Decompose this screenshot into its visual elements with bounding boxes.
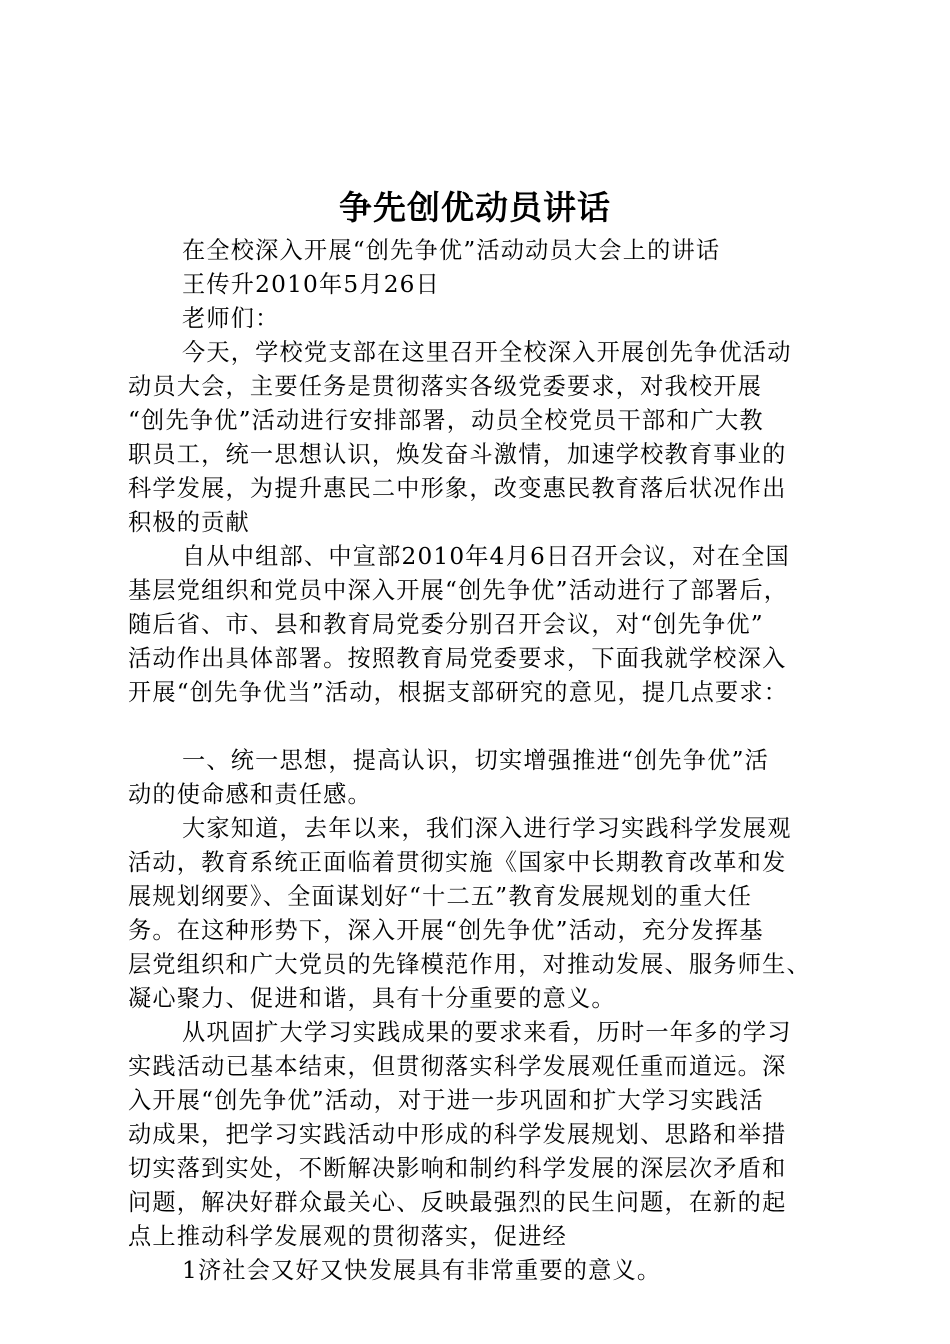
- text-line: 活动作出具体部署。按照教育局党委要求，下面我就学校深入: [128, 645, 787, 672]
- text-line: 职员工，统一思想认识，焕发奋斗激情，加速学校教育事业的: [128, 441, 787, 468]
- text-line: 开展“创先争优当”活动，根据支部研究的意见，提几点要求：: [128, 679, 789, 706]
- text-line: 1济社会又好又快发展具有非常重要的意义。: [182, 1257, 662, 1284]
- text-line: 自从中组部、中宣部2010年4月6日召开会议，对在全国: [182, 543, 790, 570]
- text-line: 今天，学校党支部在这里召开全校深入开展创先争优活动: [182, 339, 792, 366]
- text-line: 科学发展，为提升惠民二中形象，改变惠民教育落后状况作出: [128, 475, 787, 502]
- text-line: 动成果，把学习实践活动中形成的科学发展规划、思路和举措: [128, 1121, 787, 1148]
- text-line: “创先争优”活动进行安排部署，动员全校党员干部和广大教: [128, 407, 764, 434]
- text-line: 务。在这种形势下，深入开展“创先争优”活动，充分发挥基: [128, 917, 764, 944]
- document-body: [128, 234, 828, 1288]
- text-line: 点上推动科学发展观的贯彻落实，促进经: [128, 1223, 567, 1250]
- text-line: 层党组织和广大党员的先锋模范作用，对推动发展、服务师生、: [128, 951, 811, 978]
- text-line: 切实落到实处，不断解决影响和制约科学发展的深层次矛盾和: [128, 1155, 787, 1182]
- text-line: 王传升2010年5月26日: [182, 271, 440, 298]
- document-title: 争先创优动员讲话: [339, 188, 611, 227]
- blank-line: [128, 710, 828, 744]
- text-line: 随后省、市、县和教育局党委分别召开会议，对“创先争优”: [128, 611, 764, 638]
- text-line: 入开展“创先争优”活动，对于进一步巩固和扩大学习实践活: [128, 1087, 764, 1114]
- text-line: 凝心聚力、促进和谐，具有十分重要的意义。: [128, 985, 616, 1012]
- text-line: 从巩固扩大学习实践成果的要求来看，历时一年多的学习: [182, 1019, 792, 1046]
- text-line: 积极的贡献: [128, 509, 250, 536]
- text-line: 在全校深入开展“创先争优”活动动员大会上的讲话: [182, 237, 721, 264]
- text-line: 基层党组织和党员中深入开展“创先争优”活动进行了部署后，: [128, 577, 789, 604]
- text-line: 大家知道，去年以来，我们深入进行学习实践科学发展观: [182, 815, 792, 842]
- text-line: 一、统一思想，提高认识，切实增强推进“创先争优”活: [182, 747, 770, 774]
- text-line: 老师们：: [182, 305, 280, 332]
- text-line: 展规划纲要》、全面谋划好“十二五”教育发展规划的重大任: [128, 883, 753, 910]
- text-line: 活动，教育系统正面临着贯彻实施《国家中长期教育改革和发: [128, 849, 787, 876]
- text-line: 问题，解决好群众最关心、反映最强烈的民生问题，在新的起: [128, 1189, 787, 1216]
- text-line: 实践活动已基本结束，但贯彻落实科学发展观任重而道远。深: [128, 1053, 787, 1080]
- text-line: 动的使命感和责任感。: [128, 781, 372, 808]
- text-line: 动员大会，主要任务是贯彻落实各级党委要求，对我校开展: [128, 373, 763, 400]
